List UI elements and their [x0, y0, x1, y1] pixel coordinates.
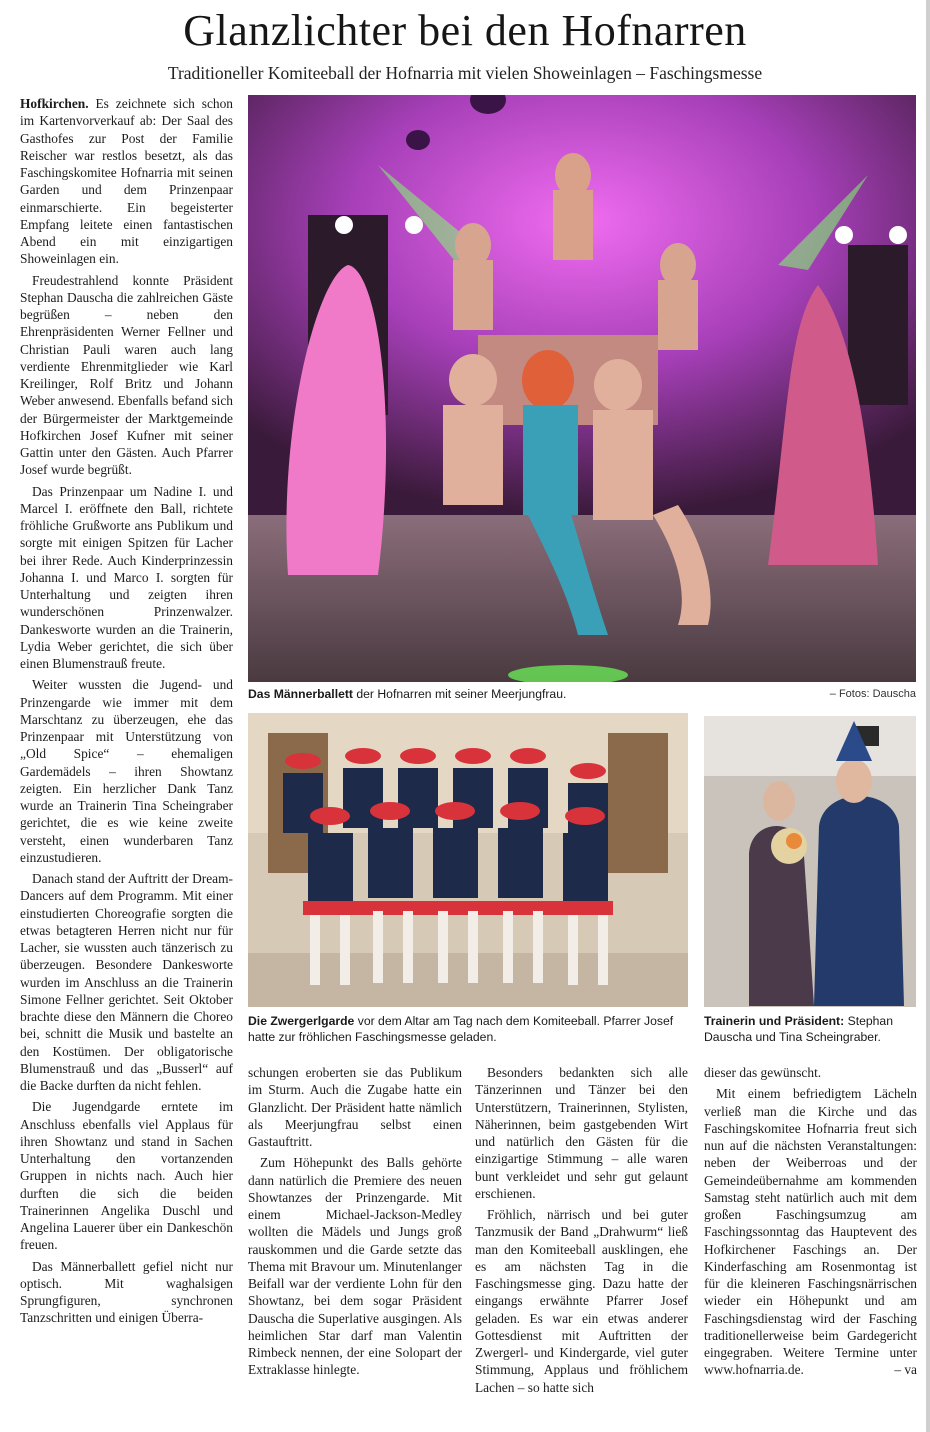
paragraph: Fröhlich, närrisch und bei guter Tanzmusik der Band „Drahwurm“ ließ man den Komiteeball ausklingen, ehe es am nächsten Tag in die Faschingsmesse ging. Dazu hatte der eingangs erwähnte Pfarrer Josef geladen. Es war ein etwas anderer Gottesdienst mit Auftritten der Zwergerl- und Kindergarde, viel guter Stimmung, Applaus und fröhlichem Lachen – so hatte sich — [475, 1207, 688, 1395]
paragraph: schungen eroberten sie das Publikum im Sturm. Auch die Zugabe hatte ein Glanzlicht. Der Präsident hatte nämlich als Meerjungfrau selbst einen Gastauftritt. — [248, 1065, 462, 1149]
paragraph: Das Männerballett gefiel nicht nur optisch. Mit waghalsigen Sprungfiguren, synchronen Tanzschritten und einigen Überra- — [20, 1258, 233, 1326]
paragraph: Zum Höhepunkt des Balls gehörte dann natürlich die Premiere des neuen Showtanzes der Prinzengarde. Mit einem Michael-Jackson-Medley wollten die Mädels und Jungs groß rauskommen und die Garde setzte das Thema mit Bravour um. Minutenlanger Beifall war der verdiente Lohn für den Showtanz, bei dem sogar Präsident Dauscha die Superlative ausgingen. Als heimlichen Star darf man Valentin Rimbeck nennen, der eine Solopart der Extraklasse hinlegte. — [248, 1155, 462, 1378]
paragraph: dieser das gewünscht. — [704, 1065, 822, 1080]
caption-text: Stephan Dauscha und Tina Scheingraber. — [704, 1014, 893, 1044]
caption-text: der Hofnarren mit seiner Meerjungfrau. — [352, 687, 567, 701]
paragraph: Danach stand der Auftritt der Dream-Dancers auf dem Programm. Mit einer einstudierten Choreografie sorgten die etwas betagteren Herren nicht nur für Lacher, sie wussten auch tänzerisch zu überzeugen. Besondere Dankesworte wurden im Anschluss an die Trainerin Simone Fellner gerichtet. Seit Oktober brachte diese den Männern die Choreo bei, schnitt die Musik und bastelte an den Kostümen. Der obligatorische Blumenstrauß und das „Busserl“ auf die Backe durften da nicht fehlen. — [20, 871, 233, 1093]
caption-bold: Trainerin und Präsident: — [704, 1014, 845, 1028]
paragraph: Das Prinzenpaar um Nadine I. und Marcel I. eröffnete den Ball, richtete fröhliche Grußworte ans Publikum und sorgte mit einigen Spitzen für Lacher bei ihrer Rede. Auch Kinderprinzessin Johanna I. und Marco I. sorgten für Unterhaltung und zeigten ihren wunderschönen Prinzenwalzer. Dankesworte wurden an die Trainerin, Lydia Weber gerichtet, die sich über einen Blumenstrauß freute. — [20, 483, 233, 671]
paragraph — [704, 1085, 917, 1378]
paragraph: Die Jugendgarde erntete im Anschluss ebenfalls viel Applaus für ihren Showtanz und stand in Sachen Unterhaltung den vortanzenden Gruppen in nichts nach. Auch hier durften die sich die beiden Trainerinnen Angelika Duschl und Angelina Lauerer über ein Dankeschön freuen. — [20, 1099, 233, 1253]
paragraph-text: Mit einem befriedigtem Lächeln verließ man die Kirche und das Faschingskomitee Hofnarria freut sich nun auf die nächsten Veranstaltungen: neben der Weiberroas und der Gemeindeübernahme am kommenden Samstag steht natürlich auch mit dem großen Faschingsumzug am Faschingssonntag das Hauptevent des Hofkirchener Faschings an. Der Kinderfasching am Rosenmontag ist für die kleineren Faschingsnärrischen wieder ein Höhepunkt und am Faschingsdienstag wird der Fasching traditionellerweise beim Gardegericht eingegraben. Weitere Termine unter www.hofnarria.de. — [704, 1086, 917, 1378]
photo-illustration — [248, 713, 688, 1007]
paragraph-text: Es zeichnete sich schon im Kartenvorverkauf ab: Der Saal des Gasthofes zur Post der Familie Reischer war restlos besetzt, als das Faschingskomitee Hofnarria mit seinen Garden und dem Prinzenpaar einmarschierte. Ein begeisterter Empfang leitete einen fantastischen Abend ein mit einzigartigen Showeinlagen ein. — [20, 96, 233, 267]
subheadline: Traditioneller Komiteeball der Hofnarria mit vielen Showeinlagen – Faschingsmesse — [167, 63, 763, 83]
paragraph: Freudestrahlend konnte Präsident Stephan Dauscha die zahlreichen Gäste begrüßen – neben den Ehrenpräsidenten Werner Fellner und Christian Pauli waren auch lang verdiente Ehrenmitglieder wie Karl Kreilinger, Rolf Britz und Johann Weber anwesend. Ebenfalls befand sich der Bürgermeister der Marktgemeinde Hofkirchen Josef Kufner mit seiner Gattin unter den Gästen. Auch Pfarrer Josef wurde begrüßt. — [20, 272, 233, 478]
photo-maennerballett — [248, 95, 916, 682]
photo-zwergerlgarde — [248, 713, 688, 1007]
page-edge — [926, 0, 930, 1432]
article-column-3 — [475, 1064, 688, 1400]
headline: Glanzlichter bei den Hofnarren — [183, 6, 747, 55]
article-column-4 — [704, 1064, 917, 1383]
paragraph: Besonders bedankten sich alle Tänzerinnen und Tänzer bei den Unterstützern, Trainerinnen, Stylisten, Näherinnen, beim gastgebenden Wirt und natürlich den Gästen für die einzigartige Stimmung – alle waren bunt verkleidet und sehr gut gelaunt erschienen. — [475, 1065, 688, 1201]
caption-bold: Das Männerballett — [248, 687, 353, 701]
paragraph: Weiter wussten die Jugend- und Prinzengarde wie immer mit dem Marschtanz zu überzeugen, ehe das Prinzenpaar mit Unterstützung von „Old Spice“ – ehemaligen Gardemädels – ihren Showtanz zeigten. Ein herzlicher Dank Tanz wurde an Trainerin Tina Scheingraber gerichtet, die es wie keine zweite versteht, einen wunderbaren Tanz einzustudieren. — [20, 677, 233, 865]
article-column-2 — [248, 1064, 462, 1383]
author-signature: – va — [894, 1362, 917, 1378]
caption-zwergerlgarde — [248, 1013, 688, 1045]
photo-trainerin-praesident — [704, 716, 916, 1007]
paragraph — [20, 95, 233, 268]
photo-illustration — [704, 716, 916, 1007]
photo-credit: – Fotos: Dauscha — [829, 688, 916, 700]
caption-bold: Die Zwergerlgarde — [248, 1014, 355, 1028]
caption-text: vor dem Altar am Tag nach dem Komiteeball. Pfarrer Josef hatte zur fröhlichen Faschingsmesse geladen. — [248, 1014, 674, 1044]
caption-trainerin-praesident — [704, 1013, 916, 1045]
article-column-1 — [20, 95, 233, 1331]
caption-maennerballett — [248, 686, 728, 702]
dateline: Hofkirchen. — [20, 96, 89, 111]
photo-illustration — [248, 95, 916, 682]
